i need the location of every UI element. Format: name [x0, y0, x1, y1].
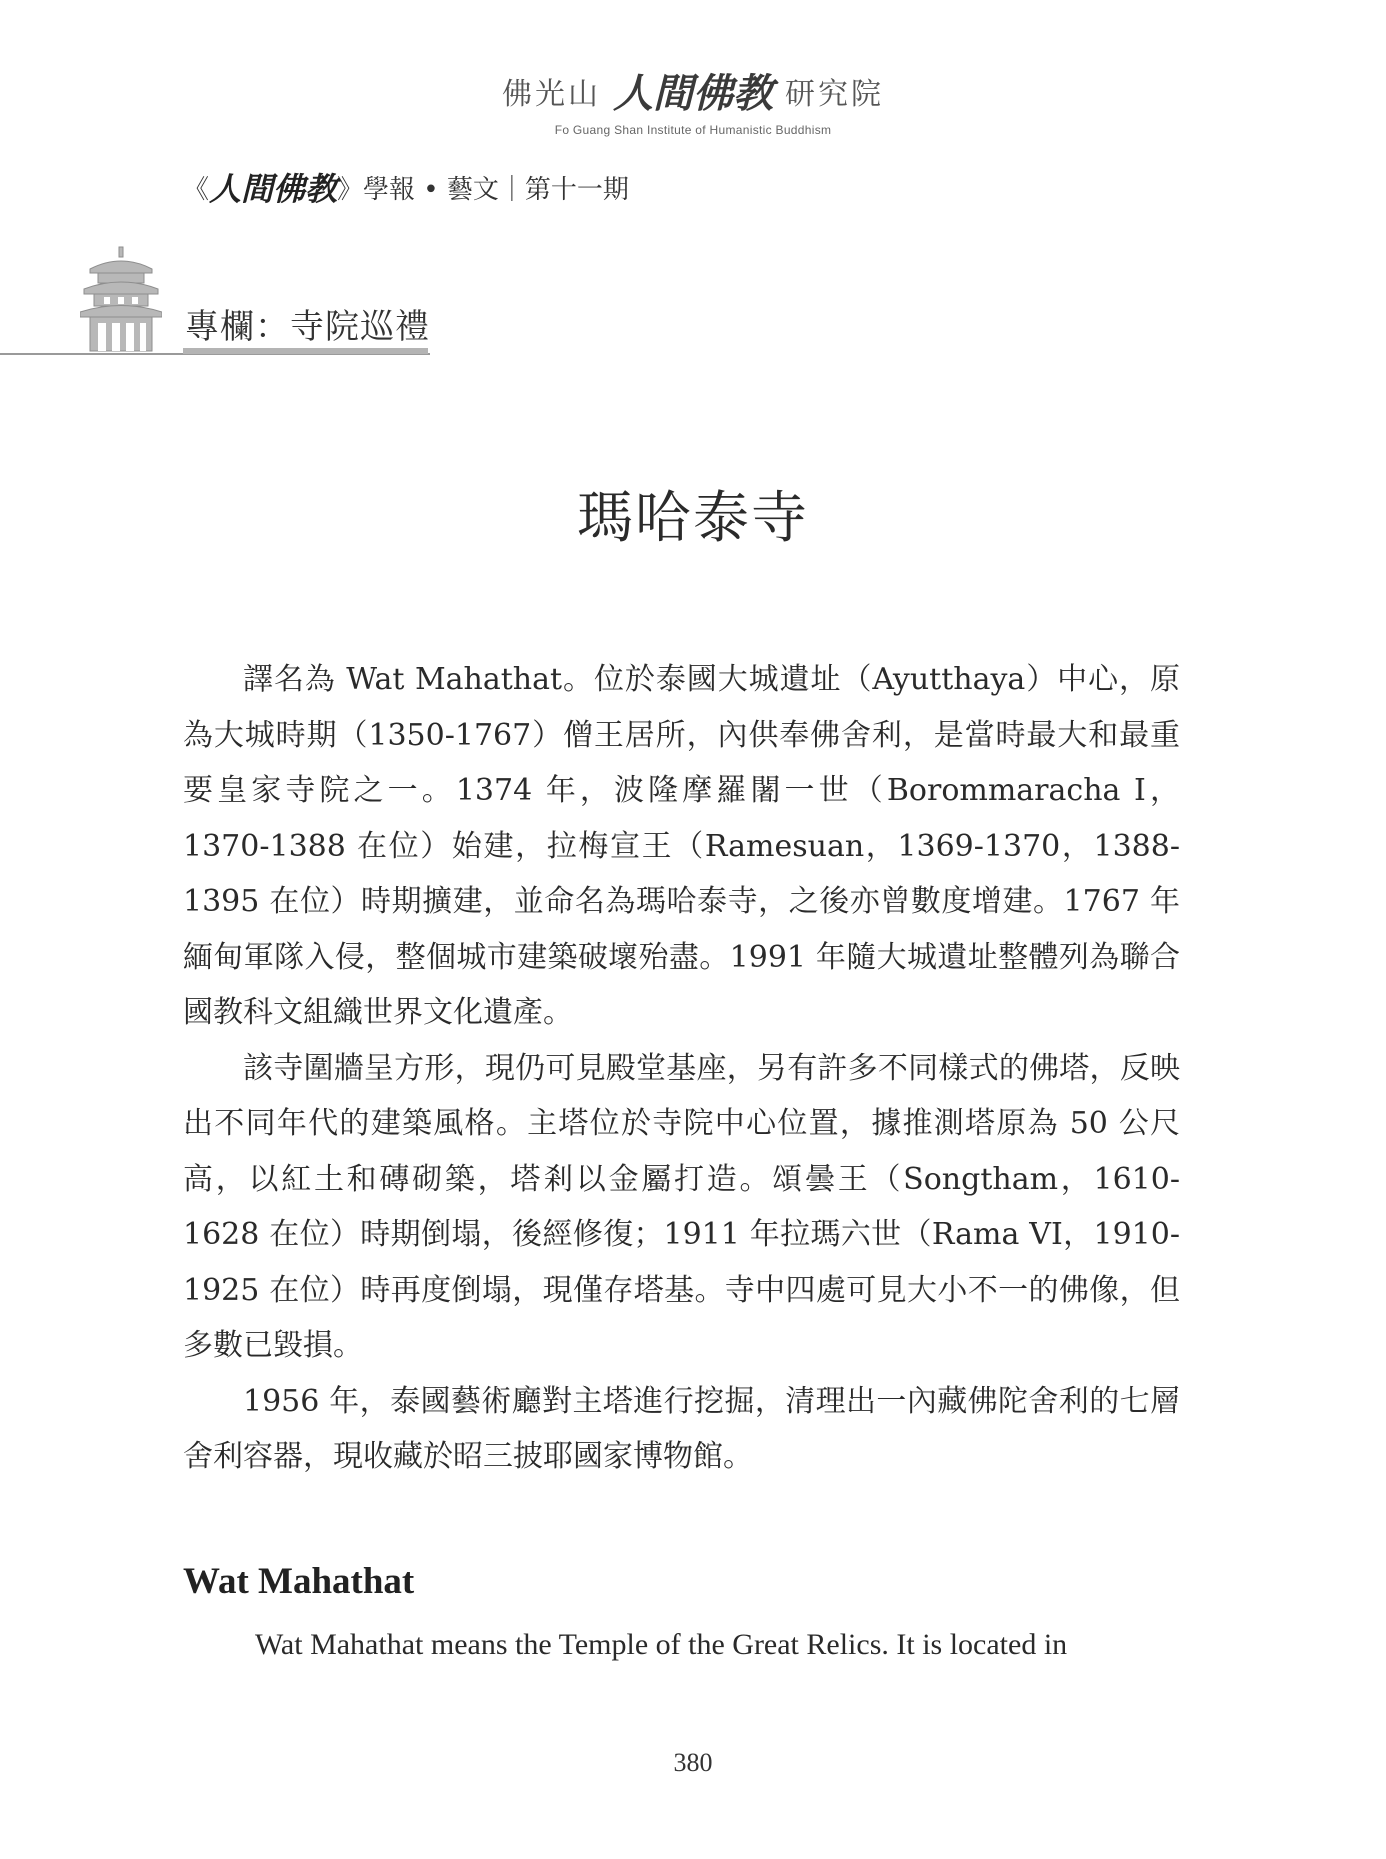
body-paragraph: 該寺圍牆呈方形，現仍可見殿堂基座，另有許多不同樣式的佛塔，反映出不同年代的建築風格。主塔位於寺院中心位置，據推測塔原為 50 公尺高，以紅土和磚砌築，塔剎以金屬打造。頌曇王（Songtham，1610-1628 在位）時期倒塌，後經修復；1911 年拉瑪六世（Rama VI，1910-1925 在位）時再度倒塌，現僅存塔基。寺中四處可見大小不一的佛像，但多數已毀損。 [183, 1050, 1180, 1363]
english-paragraph: Wat Mahathat means the Temple of the Great Relics. It is located in [255, 1628, 1068, 1661]
journal-brand: 人間佛教 [209, 170, 338, 208]
english-body [183, 1628, 1180, 1662]
article-title: 瑪哈泰寺 [577, 486, 809, 551]
journal-close-quote: 》 [337, 174, 364, 205]
page-number: 380 [673, 1748, 713, 1777]
institute-name-left: 佛光山 [502, 76, 601, 112]
journal-issue: 學報 • 藝文｜第十一期 [363, 174, 629, 205]
pagoda-icon [80, 245, 162, 353]
institute-logo-text: 人間佛教 [613, 70, 773, 117]
article-body [183, 652, 1180, 1485]
english-heading: Wat Mahathat [183, 1561, 415, 1602]
column-title: 專欄：寺院巡禮 [185, 307, 430, 347]
column-banner [0, 245, 430, 357]
journal-open-quote: 《 [183, 174, 210, 205]
institute-english-name: Fo Guang Shan Institute of Humanistic Buddhism [554, 123, 832, 137]
banner-underline [183, 348, 428, 354]
journal-line [183, 164, 629, 210]
institute-header [0, 62, 1386, 137]
institute-name-right: 研究院 [785, 76, 884, 112]
body-paragraph: 1956 年，泰國藝術廳對主塔進行挖掘，清理出一內藏佛陀舍利的七層舍利容器，現收藏於昭三披耶國家博物館。 [183, 1383, 1180, 1474]
body-paragraph: 譯名為 Wat Mahathat。位於泰國大城遺址（Ayutthaya）中心，原為大城時期（1350-1767）僧王居所，內供奉佛舍利，是當時最大和最重要皇家寺院之一。1374 年，波隆摩羅闍一世（Borommaracha I，1370-1388 在位）始建，拉梅宣王（Ramesuan，1369-1370，1388-1395 在位）時期擴建，並命名為瑪哈泰寺，之後亦曾數度增建。1767 年緬甸軍隊入侵，整個城市建築破壞殆盡。1991 年隨大城遺址整體列為聯合國教科文組織世界文化遺產。 [183, 662, 1180, 1030]
institute-name [502, 62, 884, 119]
